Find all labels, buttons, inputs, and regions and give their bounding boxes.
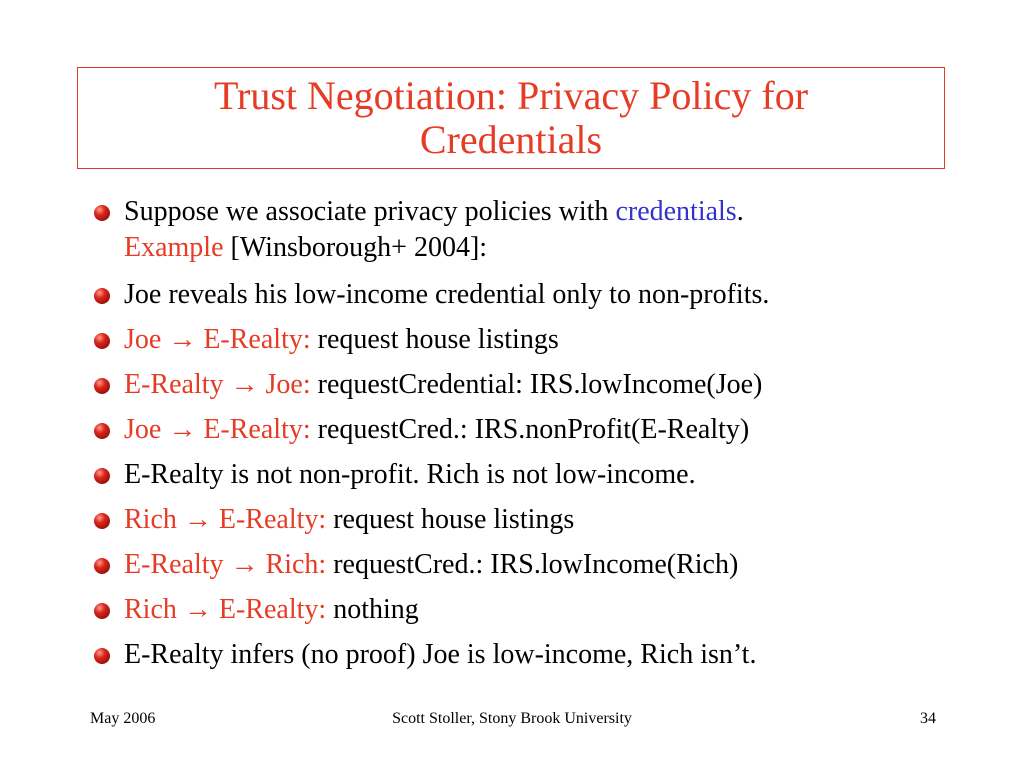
bullet-text — [124, 592, 419, 628]
message-direction: Joe → E-Realty: — [124, 324, 311, 355]
bullet-text: E-Realty is not non-profit. Rich is not low-income. — [124, 459, 696, 490]
message-content: nothing — [326, 594, 419, 625]
message-direction: Rich → E-Realty: — [124, 594, 327, 625]
red-ball-bullet-icon — [94, 648, 110, 664]
bullet-text — [124, 322, 559, 358]
message-direction: Rich → E-Realty: — [124, 504, 327, 535]
red-ball-bullet-icon — [94, 288, 110, 304]
red-ball-bullet-icon — [94, 205, 110, 221]
bullet-text: E-Realty infers (no proof) Joe is low-income, Rich isn’t. — [124, 639, 757, 670]
bullet-text: Joe reveals his low-income credential only to non-profits. — [124, 279, 770, 310]
bullet-text — [124, 367, 762, 403]
message-content: requestCred.: IRS.nonProfit(E-Realty) — [310, 414, 750, 445]
bullet-text-period: . — [736, 196, 744, 227]
example-highlight: Example — [124, 232, 224, 263]
red-ball-bullet-icon — [94, 603, 110, 619]
message-content: request house listings — [310, 324, 559, 355]
footer-page-number: 34 — [920, 710, 936, 727]
citation-text: [Winsborough+ 2004]: — [223, 232, 488, 263]
red-ball-bullet-icon — [94, 378, 110, 394]
message-content: request house listings — [326, 504, 575, 535]
bullet-text — [124, 412, 749, 448]
red-ball-bullet-icon — [94, 423, 110, 439]
red-ball-bullet-icon — [94, 333, 110, 349]
bullet-text-line-2 — [124, 230, 487, 266]
credentials-highlight: credentials — [615, 196, 737, 227]
slide-title-line-2: Credentials — [419, 117, 603, 162]
bullet-text — [124, 194, 744, 230]
message-direction: Joe → E-Realty: — [124, 414, 311, 445]
message-direction: E-Realty → Rich: — [124, 549, 327, 580]
red-ball-bullet-icon — [94, 513, 110, 529]
message-content: requestCredential: IRS.lowIncome(Joe) — [310, 369, 763, 400]
footer-date: May 2006 — [90, 710, 156, 727]
red-ball-bullet-icon — [94, 468, 110, 484]
message-content: requestCred.: IRS.lowIncome(Rich) — [326, 549, 739, 580]
bullet-text-plain: Suppose we associate privacy policies with — [124, 196, 616, 227]
bullet-text — [124, 502, 574, 538]
bullet-text — [124, 547, 738, 583]
red-ball-bullet-icon — [94, 558, 110, 574]
slide-title-line-1: Trust Negotiation: Privacy Policy for — [213, 73, 809, 118]
footer-author: Scott Stoller, Stony Brook University — [392, 710, 632, 727]
message-direction: E-Realty → Joe: — [124, 369, 311, 400]
